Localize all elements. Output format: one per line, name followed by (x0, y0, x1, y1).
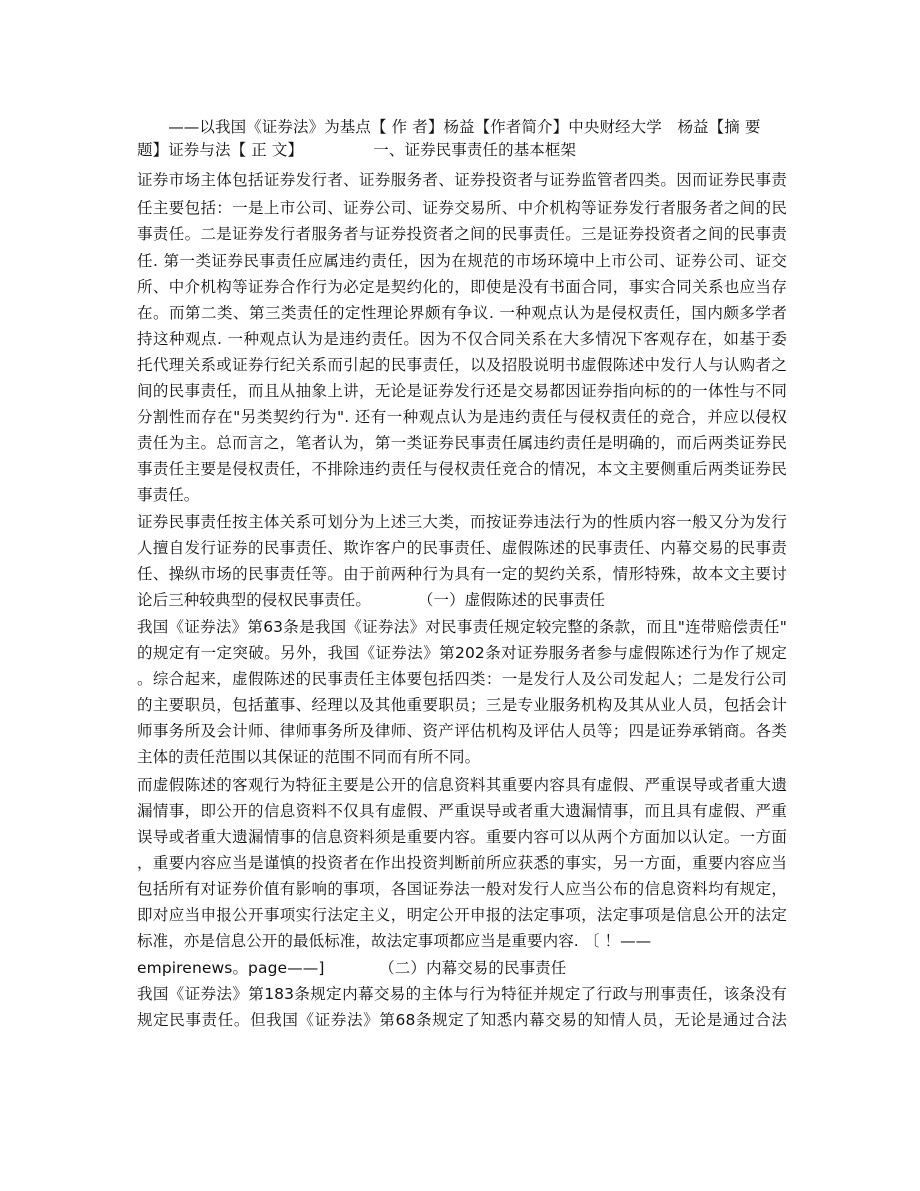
text-line: 证券市场主体包括证券发行者、证券服务者、证券投资者与证券监管者四类。因而证券民事责 (137, 171, 787, 189)
text-line: 规定民事责任。但我国《证券法》第68条规定了知悉内幕交易的知情人员，无论是通过合法 (137, 1011, 787, 1029)
text-line: 主体的责任范围以其保证的范围不同而有所不同。 (137, 748, 481, 766)
text-line: 任主要包括：一是上市公司、证券公司、证券交易所、中介机构等证券发行者服务者之间的民 (137, 199, 787, 217)
text-line: 持这种观点. 一种观点认为是违约责任。因为不仅合同关系在大多情况下客观存在，如基于委 (137, 330, 787, 348)
text-line: empirenews。page——] （二）内幕交易的民事责任 (137, 959, 567, 977)
text-line: 而虚假陈述的客观行为特征主要是公开的信息资料其重要内容具有虚假、严重误导或者重大遗 (137, 776, 787, 794)
text-line: 的规定有一定突破。另外，我国《证券法》第202条对证券服务者参与虚假陈述行为作了规定 (137, 644, 787, 662)
text-line: 标准，亦是信息公开的最低标准，故法定事项都应当是重要内容. 〔 ！—— (137, 932, 652, 950)
text-line: 在。而第二类、第三类责任的定性理论界颇有争议. 一种观点认为是侵权责任，国内颇多学者 (137, 304, 787, 322)
text-line: ——以我国《证券法》为基点【 作 者】杨益【作者简介】中央财经大学 杨益【摘 要 (137, 118, 761, 136)
text-line: 误导或者重大遗漏情事的信息资料须是重要内容。重要内容可以从两个方面加以认定。一方面 (137, 828, 787, 846)
text-line: 的主要职员，包括董事、经理以及其他重要职员；三是专业服务机构及其从业人员，包括会计 (137, 696, 787, 714)
text-line: 题】证券与法【 正 文】 一、证券民事责任的基本框架 (137, 141, 577, 159)
text-line: 任. 第一类证券民事责任应属违约责任，因为在规范的市场环境中上市公司、证券公司、证交 (137, 252, 787, 270)
text-line: 包括所有对证券价值有影响的事项，各国证券法一般对发行人应当公布的信息资料均有规定， (137, 880, 787, 898)
text-line: 分割性而存在"另类契约行为". 还有一种观点认为是违约责任与侵权责任的竞合，并应以侵权 (137, 408, 787, 426)
text-line: 即对应当申报公开事项实行法定主义，明定公开申报的法定事项，法定事项是信息公开的法定 (137, 906, 787, 924)
text-line: 我国《证券法》第63条是我国《证券法》对民事责任规定较完整的条款，而且"连带赔偿责任" (137, 618, 787, 636)
text-line: 证券民事责任按主体关系可划分为上述三大类，而按证券违法行为的性质内容一般又分为发行 (137, 513, 787, 531)
text-line: 漏情事，即公开的信息资料不仅具有虚假、严重误导或者重大遗漏情事，而且具有虚假、严重 (137, 802, 787, 820)
text-line: 责任为主。总而言之，笔者认为，第一类证券民事责任属违约责任是明确的，而后两类证券民 (137, 434, 787, 452)
text-line: 人擅自发行证券的民事责任、欺诈客户的民事责任、虚假陈述的民事责任、内幕交易的民事责 (137, 539, 787, 557)
text-line: 事责任主要是侵权责任，不排除违约责任与侵权责任竞合的情况，本文主要侧重后两类证券民 (137, 460, 787, 478)
text-line: 论后三种较典型的侵权民事责任。 （一）虚假陈述的民事责任 (137, 591, 606, 609)
text-line: ，重要内容应当是谨慎的投资者在作出投资判断前所应获悉的事实，另一方面，重要内容应当 (137, 854, 787, 872)
text-line: 师事务所及会计师、律师事务所及律师、资产评估机构及评估人员等；四是证券承销商。各类 (137, 722, 787, 740)
text-line: 事责任。 (137, 486, 200, 504)
text-line: 事责任。二是证券发行者服务者与证券投资者之间的民事责任。三是证券投资者之间的民事责 (137, 225, 787, 243)
text-line: 。综合起来，虚假陈述的民事责任主体要包括四类：一是发行人及公司发起人；二是发行公司 (137, 670, 787, 688)
text-line: 间的民事责任，而且从抽象上讲，无论是证券发行还是交易都因证券指向标的的一体性与不同 (137, 382, 787, 400)
text-line: 我国《证券法》第183条规定内幕交易的主体与行为特征并规定了行政与刑事责任，该条没有 (137, 985, 787, 1003)
text-line: 所、中介机构等证券合作行为必定是契约化的，即使是没有书面合同，事实合同关系也应当存 (137, 278, 787, 296)
text-line: 托代理关系或证券行纪关系而引起的民事责任，以及招股说明书虚假陈述中发行人与认购者之 (137, 356, 787, 374)
text-line: 任、操纵市场的民事责任等。由于前两种行为具有一定的契约关系，情形特殊，故本文主要讨 (137, 565, 787, 583)
